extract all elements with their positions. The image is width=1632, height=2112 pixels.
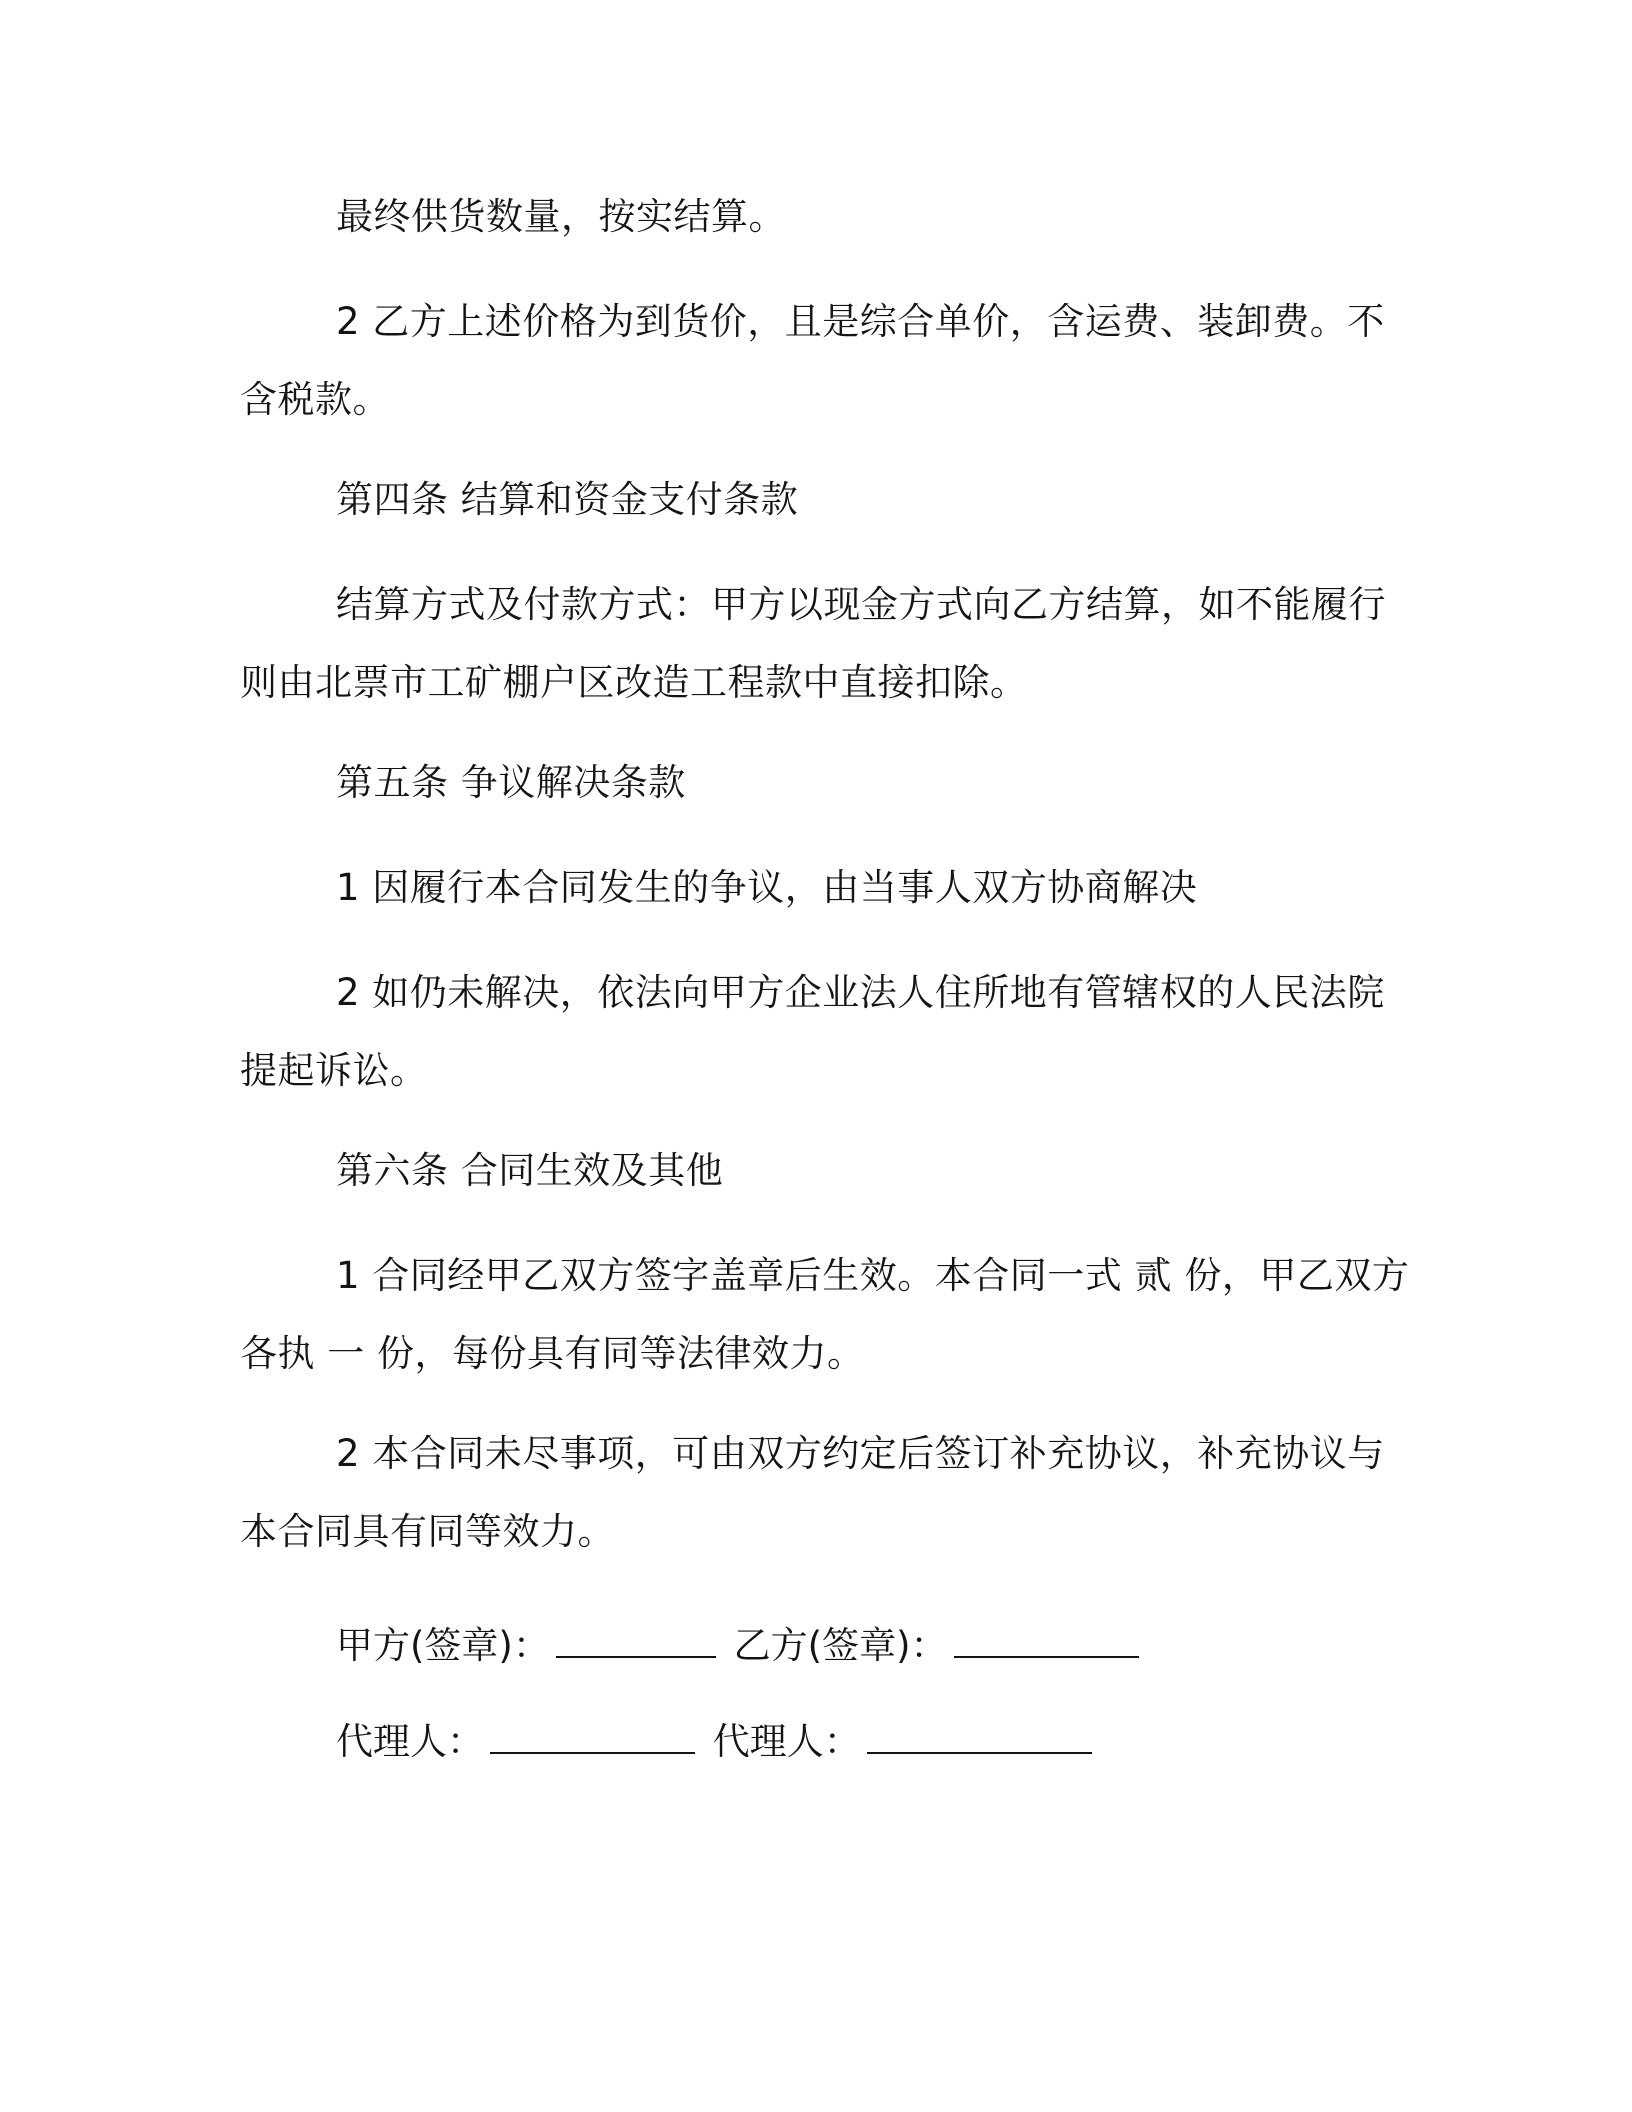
paragraph-line: 各执 一 份，每份具有同等法律效力。 [240, 1332, 865, 1375]
section-heading-article-6 [240, 1132, 1390, 1210]
paragraph-dispute-2 [240, 954, 1390, 1110]
party-a-signature-label: 甲方(签章)： [336, 1624, 550, 1667]
party-b-signature-line[interactable] [954, 1626, 1139, 1658]
section-heading: 第六条 合同生效及其他 [336, 1149, 724, 1192]
signature-row-agents [336, 1717, 1098, 1767]
agent-b-signature-line[interactable] [867, 1722, 1092, 1754]
section-heading: 第四条 结算和资金支付条款 [336, 478, 799, 521]
paragraph-line: 则由北票市工矿棚户区改造工程款中直接扣除。 [240, 661, 1028, 704]
paragraph-price-terms [240, 283, 1390, 439]
agent-a-signature-line[interactable] [490, 1722, 695, 1754]
agent-a-label: 代理人： [336, 1720, 484, 1763]
paragraph-line: 2 如仍未解决，依法向甲方企业法人住所地有管辖权的人民法院 [336, 971, 1385, 1014]
paragraph-effect-1 [240, 1237, 1410, 1393]
section-heading: 第五条 争议解决条款 [336, 761, 686, 804]
paragraph-line: 含税款。 [240, 378, 390, 421]
paragraph-line: 提起诉讼。 [240, 1049, 428, 1092]
paragraph-line: 1 合同经甲乙双方签字盖章后生效。本合同一式 贰 份，甲乙双方 [336, 1254, 1410, 1297]
signature-row-parties [336, 1621, 1145, 1671]
paragraph-effect-2 [240, 1415, 1390, 1571]
paragraph-final-quantity [240, 178, 1390, 256]
paragraph-line: 本合同具有同等效力。 [240, 1510, 615, 1553]
paragraph-dispute-1 [240, 849, 1390, 927]
paragraph-line: 结算方式及付款方式：甲方以现金方式向乙方结算，如不能履行 [336, 583, 1386, 626]
paragraph-line: 2 本合同未尽事项，可由双方约定后签订补充协议，补充协议与 [336, 1432, 1385, 1475]
paragraph-line: 2 乙方上述价格为到货价，且是综合单价，含运费、装卸费。不 [336, 300, 1385, 343]
party-b-signature-label: 乙方(签章)： [733, 1624, 948, 1667]
section-heading-article-5 [240, 744, 1390, 822]
paragraph-line: 最终供货数量，按实结算。 [336, 195, 786, 238]
agent-b-label: 代理人： [712, 1720, 861, 1763]
paragraph-line: 1 因履行本合同发生的争议，由当事人双方协商解决 [336, 866, 1198, 909]
paragraph-settlement [240, 566, 1390, 722]
section-heading-article-4 [240, 461, 1390, 539]
party-a-signature-line[interactable] [556, 1626, 716, 1658]
